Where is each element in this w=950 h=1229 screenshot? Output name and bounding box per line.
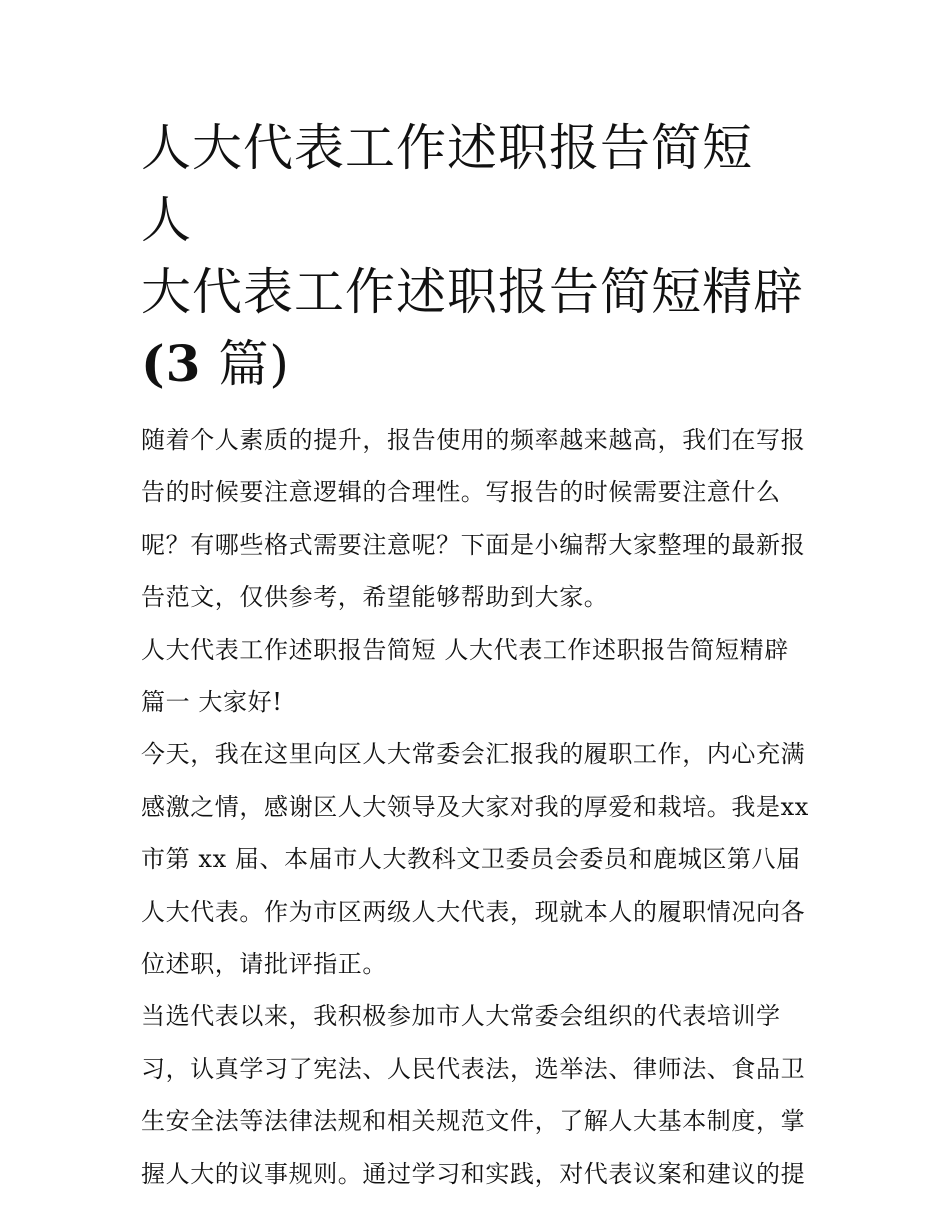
body-paragraph: 今天，我在这里向区人大常委会汇报我的履职工作，内心充满感激之情，感谢区人大领导及大家对我的厚爱和栽培。我是xx 市第 xx 届、本届市人大教科文卫委员会委员和鹿城区第八届人大代表。作为市区两级人大代表，现就本人的履职情况向各位述职，请批评指正。 xyxy=(141,740,809,979)
title-line-3 xyxy=(141,328,811,400)
document-body xyxy=(141,112,811,1200)
title-line-1: 人大代表工作述职报告简短 人 xyxy=(141,119,753,249)
document-title xyxy=(141,112,811,400)
intro-paragraph: 随着个人素质的提升，报告使用的频率越来越高，我们在写报告的时候要注意逻辑的合理性。写报告的时候需要注意什么呢？有哪些格式需要注意呢？下面是小编帮大家整理的最新报告范文，仅供参考，希望能够帮助到大家。 xyxy=(141,426,806,612)
title-count: (3 xyxy=(141,334,202,393)
body-paragraph: 当选代表以来，我积极参加市人大常委会组织的代表培训学习，认真学习了宪法、人民代表法，选举法、律师法、食品卫生安全法等法律法规和相关规范文件，了解人大基本制度，掌握人大的议事规则。通过学习和实践，对代表议案和建议的提 xyxy=(141,1002,806,1188)
title-count-suffix: 篇) xyxy=(201,335,290,393)
title-line-2: 大代表工作述职报告简短精辟 xyxy=(141,263,804,321)
section-heading-paragraph: 人大代表工作述职报告简短 人大代表工作述职报告简短精辟篇一 大家好! xyxy=(141,635,789,717)
